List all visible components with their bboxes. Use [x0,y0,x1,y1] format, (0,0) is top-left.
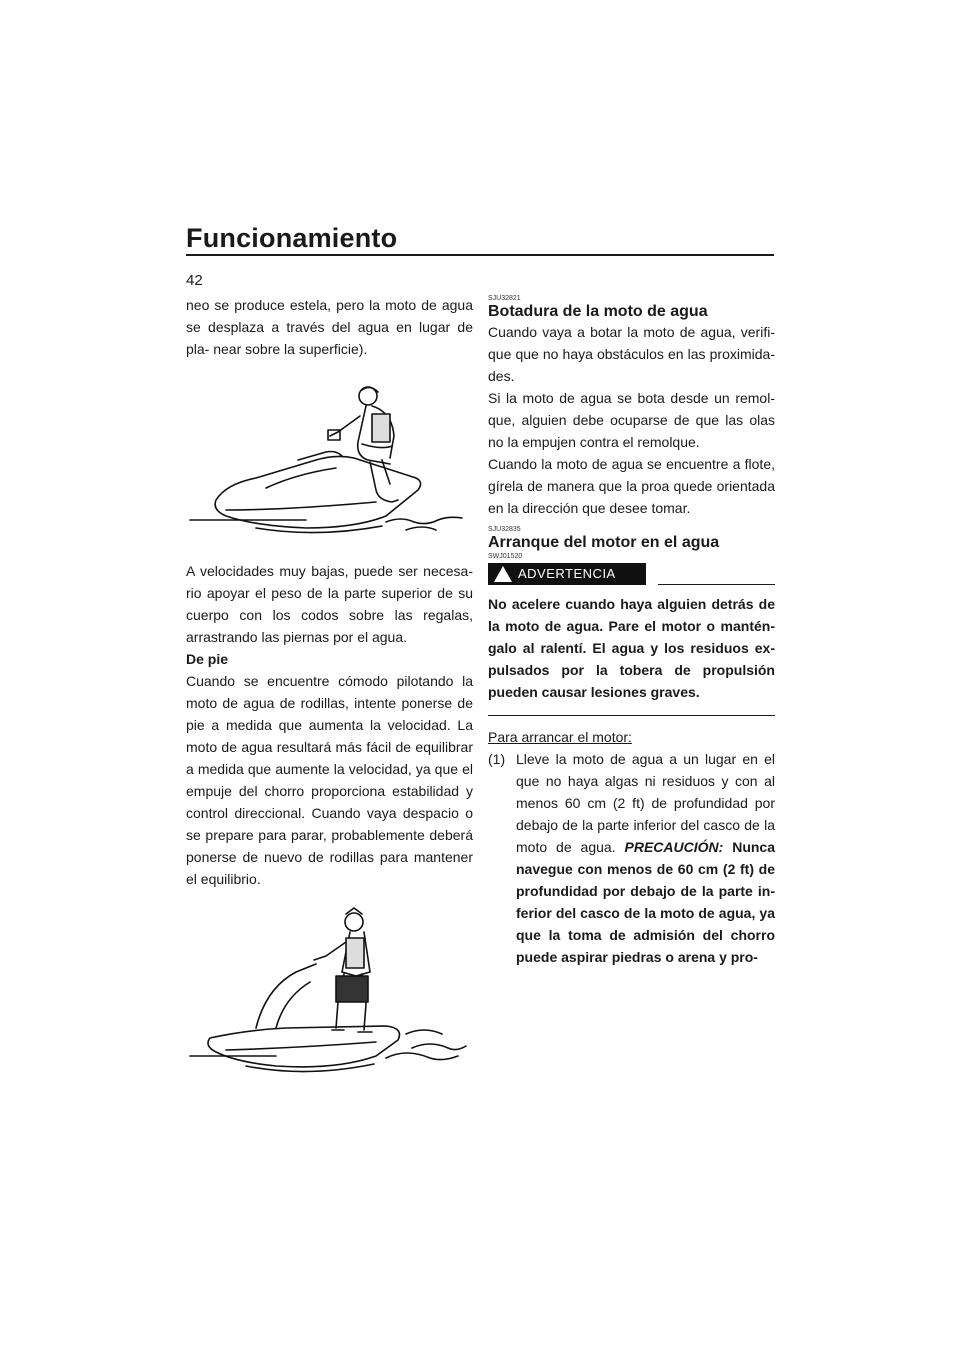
section-title-botadura: Botadura de la moto de agua [488,303,708,320]
left-paragraph-1: neo se produce estela, pero la moto de agua se desplaza a través del agua en lugar de pla- near sobre la superficie). [186,297,473,357]
page-title: Funcionamiento [186,223,398,253]
step-text: Lleve la moto de agua a un lugar en el que no haya algas ni residuos y con al menos 60 cm (2 ft) de profundidad por debajo de la parte inferior del casco de la moto de agua. [516,751,775,855]
procedure-title: Para arrancar el motor: [488,729,632,745]
warning-rule [658,584,775,585]
left-paragraph-3: Cuando se encuentre cómodo pilotando la moto de agua de rodillas, intente ponerse de pie a medida que aumenta la velocidad. La moto de agua resultará más fácil de equilibrar a medida que aumente la velocidad, ya que el empuje del chorro proporciona estabilidad y control direccional. Cuando vaya despacio o se prepare para parar, probablemente deberá ponerse de nuevo de rodillas para mantener el equilibrio. [186,673,473,887]
page-number: 42 [186,272,203,289]
caution-text: Nunca navegue con menos de 60 cm (2 ft) de profundidad por debajo de la parte in- ferior del casco de la moto de agua, ya que la toma de admisión del chorro puede aspirar piedras o arena y pro- [516,839,775,965]
caution-label: PRECAUCIÓN: [624,839,724,855]
standing-rider-illustration [186,898,473,1098]
warning-end-rule [488,715,775,716]
procedure-step-1 [488,748,775,968]
kneeling-rider-illustration [186,360,473,560]
right-column [488,294,775,968]
section-code-1: SJU32821 [488,295,521,302]
warning-label: ADVERTENCIA [518,566,616,581]
right-paragraph-2: Si la moto de agua se bota desde un remol- que, alguien debe ocuparse de que las olas no la empujen contra el remolque. [488,390,775,450]
section-title-arranque: Arranque del motor en el agua [488,534,720,551]
warning-badge [488,563,646,585]
warning-header [488,563,775,585]
right-paragraph-3: Cuando la moto de agua se encuentre a flote, gírela de manera que la proa quede orientada en la dirección que desee tomar. [488,456,775,516]
warning-triangle-icon: ! [494,566,512,582]
warning-text: No acelere cuando haya alguien detrás de la moto de agua. Pare el motor o mantén- galo al ralentí. El agua y los residuos ex- pulsados por la tobera de propulsión pueden causar lesiones graves. [488,596,775,700]
right-paragraph-1: Cuando vaya a botar la moto de agua, verifi- que que no haya obstáculos en las proximida- des. [488,324,775,384]
step-number: (1) [488,751,506,767]
section-code-2: SJU32835 [488,526,521,533]
subhead-de-pie: De pie [186,651,229,667]
warning-code: SWJ01520 [488,553,523,560]
header-rule [186,254,774,256]
left-column [186,294,473,1098]
left-paragraph-2: A velocidades muy bajas, puede ser necesa- rio apoyar el peso de la parte superior de su cuerpo con los codos sobre las regalas, arrastrando las piernas por el agua. [186,563,473,645]
